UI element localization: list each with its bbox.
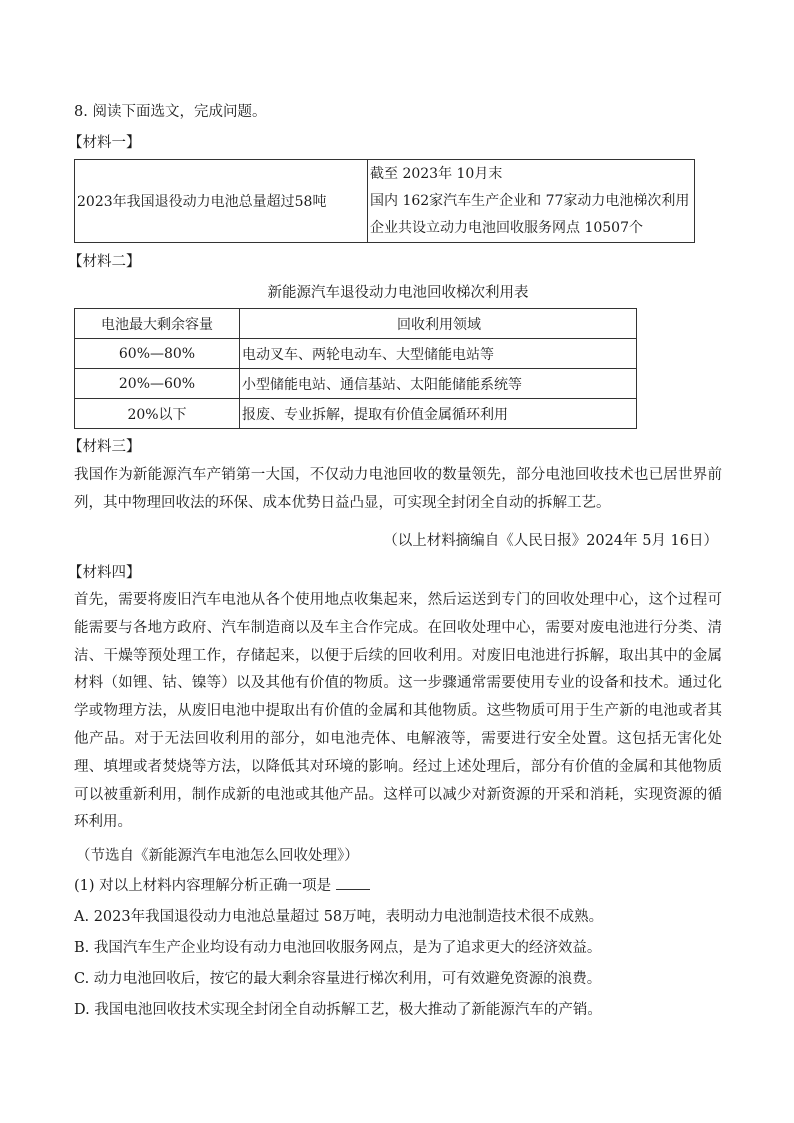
material4-label: 【材料四】 [68,565,141,581]
usage-cell: 小型储能电站、通信基站、太阳能储能系统等 [240,369,637,399]
sub-question-text: (1) 对以上材料内容理解分析正确一项是 [74,878,332,894]
material4-source: （节选自《新能源汽车电池怎么回收处理》） [76,848,359,864]
table-row [75,339,637,369]
header-usage: 回收利用领域 [240,309,637,339]
option-d[interactable]: D. 我国电池回收技术实现全封闭全自动拆解工艺，极大推动了新能源汽车的产销。 [74,1002,602,1018]
material2-table [74,308,637,429]
material2-table-title: 新能源汽车退役动力电池回收梯次利用表 [267,285,529,301]
table-header-row [75,309,637,339]
material4-text: 首先，需要将废旧汽车电池从各个使用地点收集起来，然后运送到专门的回收处理中心，这个过程可能需要与各地方政府、汽车制造商以及车主合作完成。在回收处理中心，需要对废电池进行分类、清洁、干燥等预处理工作，存储起来，以便于后续的回收利用。对废旧电池进行拆解，取出其中的金属材料（如锂、钴、镍等）以及其他有价值的物质。这一步骤通常需要使用专业的设备和技术。通过化学或物理方法，从废旧电池中提取出有价值的金属和其他物质。这些物质可用于生产新的电池或者其他产品。对于无法回收利用的部分，如电池壳体、电解液等，需要进行安全处置。这包括无害化处理、填埋或者焚烧等方法，以降低其对环境的影响。经过上述处理后，部分有价值的金属和其他物质可以被重新利用，制作成新的电池或其他产品。这样可以减少对新资源的开采和消耗，实现资源的循环利用。 [74,592,722,831]
material2-label: 【材料二】 [68,254,141,270]
option-c[interactable]: C. 动力电池回收后，按它的最大剩余容量进行梯次利用，可有效避免资源的浪费。 [74,971,602,987]
material1-right-line: 截至 2023年 10月末 [370,165,503,182]
answer-blank[interactable] [336,877,370,890]
table-row [75,369,637,399]
sub-question-stem [74,877,370,895]
question-title: 8. 阅读下面选文，完成问题。 [74,104,267,120]
usage-cell: 电动叉车、两轮电动车、大型储能电站等 [240,339,637,369]
material3-label: 【材料三】 [68,439,141,455]
capacity-cell: 20%以下 [75,399,240,429]
usage-cell: 报废、专业拆解，提取有价值金属循环利用 [240,399,637,429]
material3-text: 我国作为新能源汽车产销第一大国，不仅动力电池回收的数量领先，部分电池回收技术也已居世界前列，其中物理回收法的环保、成本优势日益凸显，可实现全封闭全自动的拆解工艺。 [74,467,722,511]
material1-label: 【材料一】 [68,135,141,151]
material1-left-cell: 2023年我国退役动力电池总量超过58吨 [75,160,368,243]
material1-right-cell [368,160,695,243]
table-row [75,160,695,243]
material1-right-line: 企业共设立动力电池回收服务网点 10507个 [370,219,643,236]
table-row [75,399,637,429]
capacity-cell: 20%—60% [75,369,240,399]
material1-table [74,159,695,243]
option-b[interactable]: B. 我国汽车生产企业均设有动力电池回收服务网点，是为了追求更大的经济效益。 [74,940,602,956]
header-capacity: 电池最大剩余容量 [75,309,240,339]
material3-source: （以上材料摘编自《人民日报》2024年 5月 16日） [383,533,718,549]
option-a[interactable]: A. 2023年我国退役动力电池总量超过 58万吨，表明动力电池制造技术很不成熟。 [74,909,604,925]
capacity-cell: 60%—80% [75,339,240,369]
material1-right-line: 国内 162家汽车生产企业和 77家动力电池梯次利用 [370,192,690,209]
